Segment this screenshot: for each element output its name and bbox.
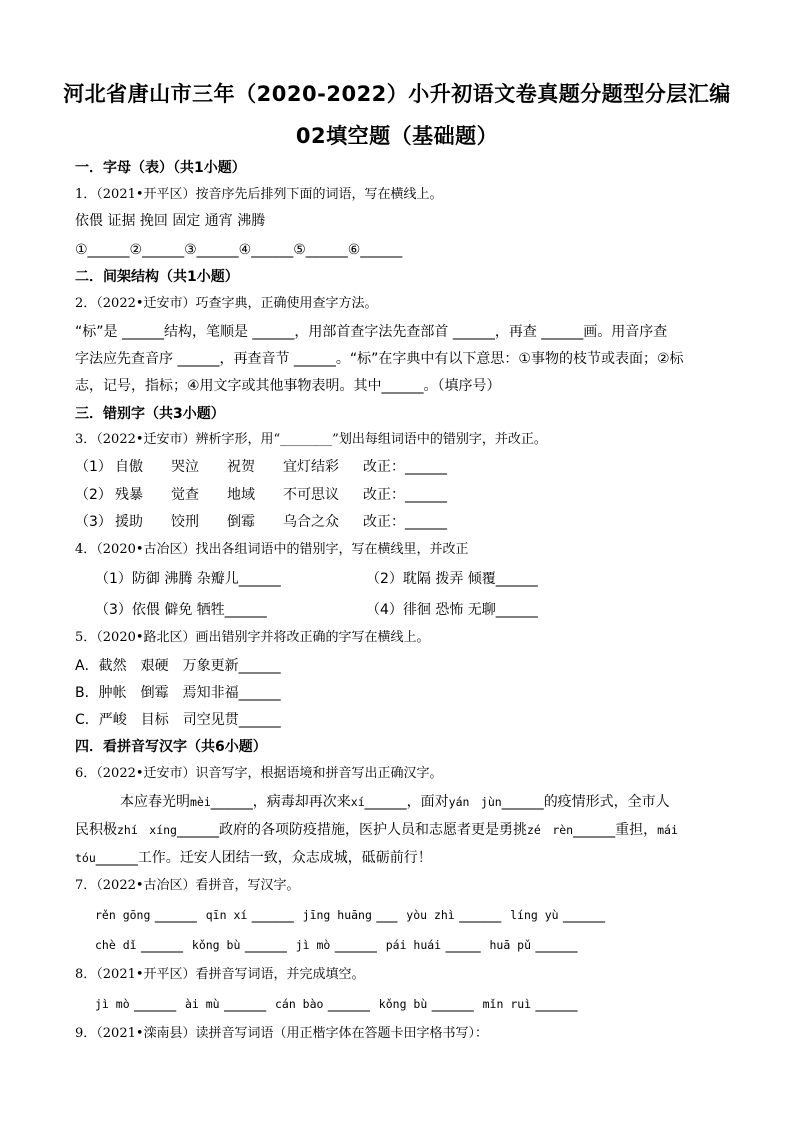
- section-heading-1: 一．字母（表）（共1小题）: [75, 160, 246, 176]
- question-4-stem: 4．（2020•古冶区）找出各组词语中的错别字，写在横线里，并改正: [75, 542, 469, 557]
- pinyin: rěn gōng: [95, 908, 151, 922]
- section-heading-4: 四．看拼音写汉字（共6小题）: [75, 739, 267, 755]
- question-2-line-2: 字法应先查音序 ______，再查音节 ______。“标”在字典中有以下意思：①事物的枝节或表面；②标: [75, 351, 684, 367]
- word: 自傲: [115, 459, 143, 475]
- question-8-stem: 8．（2021•开平区）看拼音写词语，并完成填空。: [75, 967, 365, 982]
- text: ______重担，: [573, 822, 658, 838]
- text: 民积极: [75, 822, 117, 838]
- document-subtitle: 02填空题（基础题）: [295, 124, 499, 148]
- pinyin: zhí xíng: [117, 823, 177, 837]
- question-5-option-b: B．肿帐 倒霉 焉知非福______: [75, 685, 281, 701]
- answer-blank: ______: [334, 937, 377, 953]
- text: ______政府的各项防疫措施，医护人员和志愿者更是勇挑: [176, 822, 527, 838]
- answer-blank: ______: [535, 937, 578, 953]
- pinyin: jì mò: [295, 938, 331, 952]
- pinyin: líng yù: [510, 908, 559, 922]
- question-4-item-4: （4）徘徊 恐怖 无聊______: [366, 602, 538, 618]
- pinyin: yòu zhì: [406, 908, 455, 922]
- pinyin: mèi: [190, 795, 211, 809]
- word: 祝贺: [227, 459, 255, 475]
- answer-blank: ______: [431, 996, 474, 1012]
- pinyin: jì mò: [95, 997, 130, 1011]
- pinyin: pái huái: [385, 938, 442, 952]
- question-5-option-a: A．截然 艰硬 万象更新______: [75, 658, 281, 674]
- question-9-stem: 9．（2021•滦南县）读拼音写词语（用正楷字体在答题卡田字格书写）：: [75, 1026, 489, 1041]
- answer-blank: ______: [327, 996, 370, 1012]
- word: 哭泣: [171, 459, 199, 475]
- pinyin: chè dǐ: [95, 938, 137, 952]
- text: 本应春光明: [120, 794, 190, 810]
- question-3-stem: 3．（2022•迁安市）辨析字形，用“________”划出每组词语中的错别字，并改正。: [75, 432, 547, 447]
- word: 不可思议: [283, 487, 339, 503]
- pinyin: huā pǔ: [489, 938, 532, 952]
- text: ______，病毒却再次来: [210, 794, 351, 810]
- question-4-item-1: （1）防御 沸腾 杂瓣儿______: [95, 571, 281, 587]
- answer-blank: ______: [244, 937, 287, 953]
- word: 残暴: [115, 487, 143, 503]
- answer-blank: ______: [224, 996, 267, 1012]
- row-number: （1）: [75, 459, 112, 475]
- word: 饺刑: [171, 514, 199, 530]
- text: ______，面对: [364, 794, 449, 810]
- question-3-row: [75, 512, 447, 532]
- question-2-line-3: 志，记号，指标；④用文字或其他事物表明。其中______。（填序号）: [75, 378, 501, 394]
- answer-blank: ______: [154, 907, 197, 923]
- answer-blank: ______: [535, 996, 578, 1012]
- correction-blank: 改正：______: [363, 459, 447, 475]
- question-1-words: 依偎 证据 挽回 固定 通宵 沸腾: [75, 213, 266, 229]
- word: 觉查: [171, 487, 199, 503]
- answer-blank: _____: [445, 937, 481, 953]
- question-6-line-3: [75, 848, 432, 868]
- answer-blank: ______: [459, 907, 502, 923]
- question-4-item-3: （3）依偎 僻免 牺牲______: [95, 602, 267, 618]
- row-number: （2）: [75, 487, 112, 503]
- section-heading-2: 二．间架结构（共1小题）: [75, 269, 239, 285]
- correction-blank: 改正：______: [363, 514, 447, 530]
- pinyin: xí: [350, 795, 365, 809]
- pinyin: kǒng bù: [378, 997, 428, 1011]
- pinyin: cán bào: [274, 997, 324, 1011]
- row-number: （3）: [75, 514, 112, 530]
- answer-blank: ___: [376, 907, 398, 923]
- answer-blank: ______: [563, 907, 606, 923]
- question-6-line-2: [75, 820, 678, 840]
- text: ______工作。迁安人团结一致，众志成城，砥砺前行！: [95, 850, 432, 866]
- question-7-stem: 7．（2022•古冶区）看拼音，写汉字。: [75, 878, 300, 893]
- word: 宜灯结彩: [283, 459, 339, 475]
- pinyin: zé rèn: [526, 823, 574, 837]
- pinyin: ài mù: [184, 997, 220, 1011]
- question-1-blanks: ①______②______③______④______⑤______⑥______: [75, 242, 403, 258]
- question-7-row-1: [95, 905, 605, 925]
- question-7-row-2: [95, 935, 577, 955]
- pinyin: jīng huāng: [302, 908, 372, 922]
- answer-blank: ______: [134, 996, 177, 1012]
- pinyin: yán jùn: [448, 795, 502, 809]
- pinyin: qīn xí: [205, 908, 248, 922]
- text: ______的疫情形式，全市人: [501, 794, 670, 810]
- pinyin: kǒng bù: [191, 938, 241, 952]
- question-5-stem: 5．（2020•路北区）画出错别字并将改正确的字写在横线上。: [75, 630, 430, 645]
- word: 倒霉: [227, 514, 255, 530]
- question-3-row: [75, 457, 447, 477]
- answer-blank: ______: [251, 907, 294, 923]
- pinyin: mái: [657, 823, 678, 837]
- question-2-stem: 2．（2022•迁安市）巧查字典，正确使用查字方法。: [75, 296, 378, 311]
- question-1-stem: 1．（2021•开平区）按音序先后排列下面的词语，写在横线上。: [75, 187, 443, 202]
- question-5-option-c: C．严峻 目标 司空见贯______: [75, 712, 281, 728]
- pinyin: mǐn ruì: [482, 997, 532, 1011]
- question-4-item-2: （2）耽隔 拨弄 倾覆______: [366, 571, 538, 587]
- answer-blank: ______: [141, 937, 183, 953]
- question-6-line-1: [120, 792, 670, 812]
- document-title: 河北省唐山市三年（2020-2022）小升初语文卷真题分题型分层汇编: [63, 82, 731, 106]
- section-heading-3: 三．错别字（共3小题）: [75, 406, 225, 422]
- pinyin: tóu: [75, 851, 96, 865]
- question-8-row: [95, 994, 578, 1014]
- word: 援助: [115, 514, 143, 530]
- word: 地域: [227, 487, 255, 503]
- question-3-row: [75, 485, 447, 505]
- word: 乌合之众: [283, 514, 339, 530]
- question-6-stem: 6．（2022•迁安市）识音写字，根据语境和拼音写出正确汉字。: [75, 766, 443, 781]
- correction-blank: 改正：______: [363, 487, 447, 503]
- question-2-line-1: “标”是 ______结构，笔顺是 ______，用部首查字法先查部首 ______，再查 ______画。用音序查: [75, 324, 668, 340]
